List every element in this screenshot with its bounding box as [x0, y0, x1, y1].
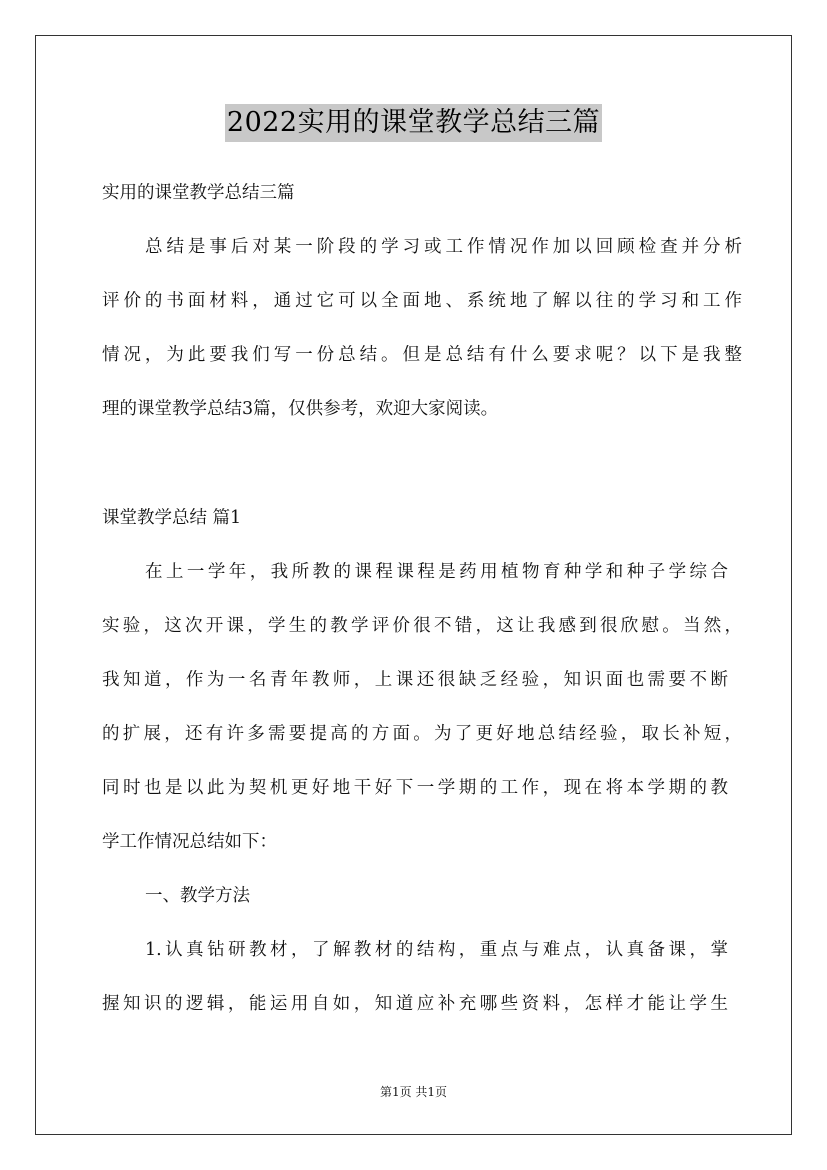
section-line-3: 我知道，作为一名青年教师，上课还很缺乏经验，知识面也需要不断: [102, 670, 728, 690]
subheading-teaching-method: 一、教学方法: [145, 886, 250, 906]
document-subtitle: 实用的课堂教学总结三篇: [102, 183, 295, 203]
section-line-1: 在上一学年，我所教的课程课程是药用植物育种学和种子学综合: [145, 562, 728, 582]
section-line-4: 的扩展，还有许多需要提高的方面。为了更好地总结经验，取长补短，: [102, 724, 742, 744]
section-line-6: 学工作情况总结如下：: [102, 832, 277, 852]
section-line-2: 实验，这次开课，学生的教学评价很不错，这让我感到很欣慰。当然，: [102, 616, 742, 636]
point-line-2: 握知识的逻辑，能运用自如，知道应补充哪些资料，怎样才能让学生: [102, 994, 728, 1014]
section-line-5: 同时也是以此为契机更好地干好下一学期的工作，现在将本学期的教: [102, 778, 728, 798]
document-title: 2022实用的课堂教学总结三篇: [225, 104, 602, 142]
intro-line-3: 情况，为此要我们写一份总结。但是总结有什么要求呢？以下是我整: [102, 345, 742, 365]
page-footer: 第1页 共1页: [379, 1085, 448, 1099]
point-line-1: 1.认真钻研教材，了解教材的结构，重点与难点，认真备课，掌: [145, 940, 728, 960]
intro-line-1: 总结是事后对某一阶段的学习或工作情况作加以回顾检查并分析: [145, 237, 742, 257]
intro-line-2: 评价的书面材料，通过它可以全面地、系统地了解以往的学习和工作: [102, 291, 742, 311]
intro-line-4: 理的课堂教学总结3篇，仅供参考，欢迎大家阅读。: [102, 399, 499, 419]
title-container: [0, 104, 827, 142]
section-heading: 课堂教学总结 篇1: [102, 508, 242, 528]
